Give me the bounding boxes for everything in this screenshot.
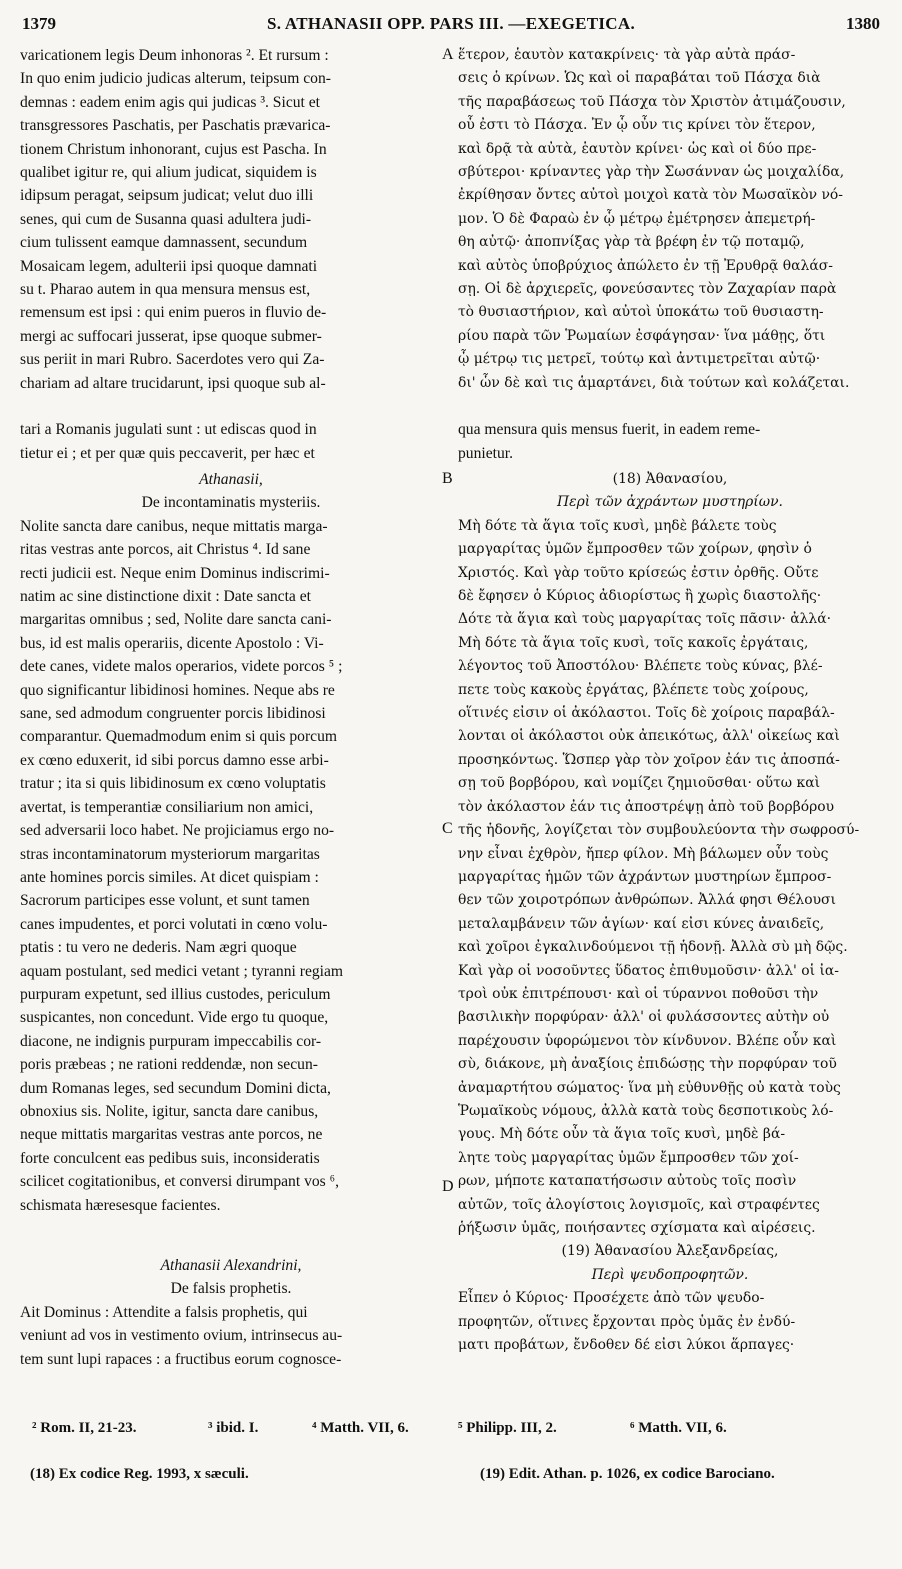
text-line: aquam postulant, sed medici vetant ; tyranni regiam (20, 962, 344, 980)
text-line: canes impudentes, et porci volutati in cœno volu- (20, 915, 328, 933)
text-line: cium tulissent eamque damnassent, secundum (20, 234, 308, 252)
text-line: Καὶ γὰρ οἱ νοσοῦντες ὕδατος ἐπιθυμοῦσιν· ἀλλ' οἱ ἰα- (458, 962, 839, 979)
text-line: neque mittatis margaritas vestras ante porcos, ne (20, 1126, 323, 1144)
text-line: σεις ὁ κρίνων. Ὡς καὶ οἱ παραβάται τοῦ Πάσχα διὰ (458, 70, 821, 87)
text-line: οἵτινές εἰσιν οἱ ἀκόλαστοι. Τοῖς δὲ χοίροις παραβάλ- (458, 705, 835, 722)
greek-s18-title: Περὶ τῶν ἀχράντων μυστηρίων. (557, 494, 783, 511)
text-line: ρων, μήποτε καταπατήσωσιν αὐτοὺς τοῖς ποσὶν (458, 1173, 797, 1190)
text-line: μον. Ὁ δὲ Φαραὼ ἐν ᾧ μέτρῳ ἐμέτρησεν ἀπεμετρή- (458, 210, 816, 227)
text-line: νην εἶναι ἐχθρὸν, ἤπερ φίλον. Μὴ βάλωμεν οὖν τοὺς (458, 845, 829, 862)
text-line: βασιλικὴν πορφύραν· ἀλλ' οἱ φυλάσσοντες αὐτὴν οὐ (458, 1009, 830, 1026)
text-line: comparantur. Quemadmodum enim si quis porcum (20, 728, 338, 746)
greek-s19-author: (19) Ἀθανασίου Ἀλεξανδρείας, (561, 1243, 779, 1260)
text-line: προφητῶν, οἵτινες ἔρχονται πρὸς ὑμᾶς ἐν ἐνδύ- (458, 1313, 796, 1330)
latin-column-lower (20, 468, 442, 1371)
text-line: poris præbeas ; ne rationi reddendæ, non secun- (20, 1056, 318, 1074)
text-line: παρέχουσιν ὑφορώμενοι τὸν κίνδυνον. Βλέπε οὖν καὶ (458, 1032, 837, 1049)
text-line: σβύτεροι· κρίναντες γὰρ τὴν Σωσάνναν ὡς μοιχαλίδα, (458, 164, 845, 181)
text-line: ἕτερον, ἑαυτὸν κατακρίνεις· τὰ γὰρ αὐτὰ πράσ- (458, 47, 796, 63)
text-line: Sacrorum participes esse volunt, et sunt tamen (20, 892, 310, 910)
text-line: su t. Pharao autem in qua mensura mensus est, (20, 281, 311, 299)
text-line: θεν τῶν χοιροτρόπων ἀνθρώπων. Ἀλλά φησι Θέλουσι (458, 892, 836, 909)
text-line: transgressores Paschatis, per Paschatis prævarica- (20, 117, 331, 135)
footnote-2: ² Rom. II, 21-23. (32, 1420, 137, 1436)
greek-s19-title: Περὶ ψευδοπροφητῶν. (591, 1266, 749, 1283)
running-header (22, 14, 880, 42)
text-line: τροὶ οὐκ ἐπιτρέπουσι· καὶ οἱ τύραννοι ποθοῦσι τὴν (458, 985, 819, 1002)
text-line: τῆς παραβάσεως τοῦ Πάσχα τὸν Χριστὸν ἀτιμάζουσιν, (458, 93, 846, 110)
greek-column-top (458, 44, 882, 395)
text-line: Nolite sancta dare canibus, neque mittatis marga- (20, 517, 328, 535)
text-line: purpuram expetunt, sed illius custodes, periculum (20, 985, 331, 1003)
text-line: diacone, ne indignis purpuram impeccabilis cor- (20, 1032, 322, 1050)
text-line: stras incontaminatorum mysteriorum margaritas (20, 845, 320, 863)
latin-s19-body (20, 1301, 442, 1371)
text-line: ἐκρίθησαν ὄντες αὐτοὶ μοιχοὶ κατὰ τὸν Μωσαϊκὸν νό- (458, 187, 843, 204)
text-line: veniunt ad vos in vestimento ovium, intrinsecus au- (20, 1327, 343, 1345)
latin-s19-author: Athanasii Alexandrini, (160, 1257, 302, 1274)
text-line: τὸν ἀκόλαστον ἐάν τις ἀποστρέψῃ ἀπὸ τοῦ βορβόρου (458, 798, 835, 815)
greek-column-lower (458, 468, 882, 1357)
text-line: λητε τοὺς μαργαρίτας ὑμῶν ἔμπροσθεν τῶν χοί- (458, 1149, 799, 1166)
text-line: καὶ δρᾷ τὰ αὐτὰ, ἑαυτὸν κρίνει· ὡς καὶ οἱ δύο πρε- (458, 140, 817, 157)
text-line: avertat, is temperantiæ consiliarium non amici, (20, 798, 314, 816)
greek-s18-body (458, 515, 882, 1241)
text-line: sed adversarii loco habet. Ne projiciamus ergo no- (20, 822, 335, 840)
text-line: δι' ὧν δὲ καὶ τις ἁμαρτάνει, διὰ τούτων καὶ κολάζεται. (458, 374, 850, 391)
greek-s18-author: (18) Ἀθανασίου, (612, 471, 728, 487)
source-note-18: (18) Ex codice Reg. 1993, x sæculi. (30, 1466, 249, 1482)
marker-a: A (442, 46, 454, 63)
text-line: mergi ac suffocari jusserat, ipse quoque submer- (20, 327, 322, 345)
text-line: λέγοντος τοῦ Ἀποστόλου· Βλέπετε τοὺς κύνας, βλέ- (458, 658, 823, 675)
text-line: ante homines porcis similes. At dicet quispiam : (20, 868, 319, 886)
text-line: ᾧ μέτρῳ τις μετρεῖ, τούτῳ καὶ ἀντιμετρεῖται αὐτῷ· (458, 351, 821, 368)
text-line: Ait Dominus : Attendite a falsis prophetis, qui (20, 1303, 308, 1321)
text-line: Δότε τὰ ἅγια καὶ τοὺς μαργαρίτας τοῖς πᾶσιν· ἀλλά· (458, 611, 832, 628)
footnote-6: ⁶ Matth. VII, 6. (630, 1420, 727, 1436)
text-line: schismata hæresesque facientes. (20, 1196, 221, 1214)
text-line: ritas vestras ante porcos, ait Christus ⁴. Id sane (20, 541, 311, 559)
text-line: dum Romanas leges, sed secundum Domini dicta, (20, 1079, 331, 1097)
greek-s19-body (458, 1287, 882, 1357)
bridge-left-line-2: tietur ei ; et per quæ quis peccaverit, per hæc et (20, 445, 315, 462)
text-line: σῃ τοῦ βορβόρου, καὶ νομίζει ζημιοῦσθαι· οὕτω καὶ (458, 775, 821, 792)
text-line: idipsum peragat, seipsum judicat; velut duo illi (20, 187, 314, 205)
text-line: γους. Μὴ δότε οὖν τὰ ἅγια τοῖς κυσὶ, μηδὲ βά- (458, 1126, 786, 1143)
text-line: δὲ ἔφησεν ὁ Κύριος ἀδιορίστως ἢ χωρὶς διαστολῆς· (458, 588, 822, 605)
text-line: Εἶπεν ὁ Κύριος· Προσέχετε ἀπὸ τῶν ψευδο- (458, 1290, 765, 1307)
marker-c: C (442, 820, 453, 837)
text-line: remensum est ipsi : qui enim pueros in fluvio de- (20, 304, 327, 322)
text-line: ex cœno eduxerit, id sibi porcus damno esse arbi- (20, 751, 329, 769)
text-line: tionem Christum inhonorant, cujus est Pascha. In (20, 140, 327, 158)
text-line: scilicet cogitationibus, et conversi dirumpant vos ⁶, (20, 1173, 339, 1191)
text-line: ματι προβάτων, ἔνδοθεν δέ εἰσι λύκοι ἅρπαγες· (458, 1337, 795, 1354)
page-number-left: 1379 (22, 14, 56, 33)
text-line: ρίου παρὰ τῶν Ῥωμαίων ἐσφάγησαν· ἵνα μάθῃς, ὅτι (458, 327, 826, 344)
text-line: quo significantur libidinosi homines. Neque abs re (20, 681, 335, 699)
page-number-right: 1380 (846, 14, 880, 33)
text-line: suspicantes, non concedunt. Vide ergo tu quoque, (20, 1009, 329, 1027)
text-line: qualibet igitur re, qui alium judicat, siquidem is (20, 164, 317, 182)
text-line: bus, id est malis operariis, dicente Apostolo : Vi- (20, 634, 324, 652)
text-line: margaritas omnibus ; sed, Nolite dare sancta cani- (20, 611, 332, 629)
latin-s19-title: De falsis prophetis. (170, 1280, 292, 1298)
latin-s18-author: Athanasii, (199, 471, 263, 488)
text-line: senes, qui cum de Susanna quasi adultera judi- (20, 210, 312, 228)
bridge-left-line: tari a Romanis jugulati sunt : ut ediscas quod in (20, 421, 317, 438)
text-line: recti judicii est. Neque enim Dominus indiscrimi- (20, 564, 330, 582)
text-line: σῃ. Οἱ δὲ ἀρχιερεῖς, φονεύσαντες τὸν Ζαχαρίαν παρὰ (458, 281, 837, 298)
text-line: chariam ad altare trucidarunt, ipsi quoque sub al- (20, 374, 326, 392)
text-line: τὸ θυσιαστήριον, καὶ αὐτοὶ ὑποκάτω τοῦ θυσιαστη- (458, 304, 824, 321)
text-line: tem sunt lupi rapaces : a fructibus eorum cognosce- (20, 1350, 342, 1368)
text-line: sane, sed admodum congruenter porcis libidinosi (20, 705, 326, 723)
footnote-4: ⁴ Matth. VII, 6. (312, 1420, 409, 1436)
text-line: sus periit in mari Rubro. Sacerdotes vero qui Za- (20, 351, 325, 369)
text-line: demnas : eadem enim agis qui judicas ³. Sicut et (20, 93, 321, 111)
text-line: Μὴ δότε τὰ ἅγια τοῖς κυσὶ, τοῖς κακοῖς ἐργάταις, (458, 634, 809, 651)
text-line: αὐτῶν, τοῖς ἀλογίστοις λογισμοῖς, καὶ στραφέντες (458, 1196, 820, 1213)
text-line: forte conculcent eas pedibus suis, inconsideratis (20, 1149, 320, 1167)
text-line: σὺ, διάκονε, μὴ ἀναξίοις ἐπιδώσῃς τὴν πορφύραν τοῦ (458, 1056, 837, 1073)
marker-b: B (442, 470, 453, 487)
text-line: θη αὐτῷ· ἀποπνίξας γὰρ τὰ βρέφη ἐν τῷ ποταμῷ, (458, 234, 805, 251)
text-line: μαργαρίτας ὑμῶν ἔμπροσθεν τῶν χοίρων, φησὶν ὁ (458, 541, 812, 558)
text-line: ptatis : tu vero ne dederis. Nam ægri quoque (20, 939, 297, 957)
text-line: λονται οἱ ἀκόλαστοι οὐκ ἀπεικότως, ἀλλ' οἰκείως καὶ (458, 728, 840, 745)
text-line: ἀναμαρτήτου σώματος· ἵνα μὴ εὐθυνθῇς οὐ κατὰ τοὺς (458, 1079, 841, 1096)
bridge-right-line: qua mensura quis mensus fuerit, in eadem reme- (458, 421, 761, 438)
text-line: natim ac sine distinctione dixit : Date sancta et (20, 588, 311, 606)
text-line: Mosaicam legem, adulterii ipsi quoque damnati (20, 257, 318, 275)
text-line: Μὴ δότε τὰ ἅγια τοῖς κυσὶ, μηδὲ βάλετε τοὺς (458, 517, 777, 534)
latin-s18-body (20, 515, 442, 1217)
text-line: In quo enim judicio judicas alterum, teipsum con- (20, 70, 331, 88)
text-line: μαργαρίτας ἡμῶν τῶν ἀχράντων μυστηρίων ἔμπροσ- (458, 868, 832, 885)
text-line: οὗ ἐστι τὸ Πάσχα. Ἐν ᾧ οὖν τις κρίνει τὸν ἕτερον, (458, 117, 816, 134)
latin-s18-title: De incontaminatis mysteriis. (141, 494, 321, 512)
text-line: dete canes, videte malos operarios, videte porcos ⁵ ; (20, 658, 343, 676)
text-line: προσηκόντως. Ὥσπερ γὰρ τὸν χοῖρον ἐάν τις ἀποσπά- (458, 751, 840, 768)
running-title: S. ATHANASII OPP. PARS III. —EXEGETICA. (267, 14, 635, 33)
text-line: obnoxius sis. Nolite, igitur, sancta dare canibus, (20, 1102, 319, 1120)
text-line: μεταλαμβάνειν τῶν ἁγίων· καί εἰσι κύνες ἀναιδεῖς, (458, 915, 825, 932)
text-line: Ῥωμαϊκοὺς νόμους, ἀλλὰ κατὰ τοὺς δεσποτικοὺς λό- (458, 1102, 834, 1119)
text-line: καὶ χοῖροι ἐγκαλινδούμενοι τῇ ἡδονῇ. Ἀλλὰ σὺ μὴ δῷς. (458, 939, 848, 956)
footnote-3: ³ ibid. I. (208, 1420, 259, 1436)
text-line: ῥήξωσιν ὑμᾶς, ποιήσαντες σχίσματα καὶ αἱρέσεις. (458, 1220, 816, 1236)
marker-d: D (442, 1178, 454, 1195)
latin-column-top (20, 44, 442, 395)
footnote-5: ⁵ Philipp. III, 2. (458, 1420, 557, 1436)
text-line: πετε τοὺς κακοὺς ἐργάτας, βλέπετε τοὺς χοίρους, (458, 681, 809, 698)
text-line: Χριστός. Καὶ γὰρ τοῦτο κρίσεώς ἐστιν ὀρθῆς. Οὔτε (458, 564, 819, 581)
bridge-end: punietur. (458, 445, 514, 462)
text-line: καὶ αὐτὸς ὑποβρύχιος ἀπώλετο ἐν τῇ Ἐρυθρᾷ θαλάσ- (458, 257, 833, 274)
source-note-19: (19) Edit. Athan. p. 1026, ex codice Barociano. (480, 1466, 775, 1482)
text-line: τῆς ἡδονῆς, λογίζεται τὸν συμβουλεύοντα τὴν σωφροσύ- (458, 822, 860, 839)
text-line: tratur ; ita si quis libidinosum ex cœno voluptatis (20, 775, 326, 793)
text-line: varicationem legis Deum inhonoras ². Et rursum : (20, 47, 329, 64)
